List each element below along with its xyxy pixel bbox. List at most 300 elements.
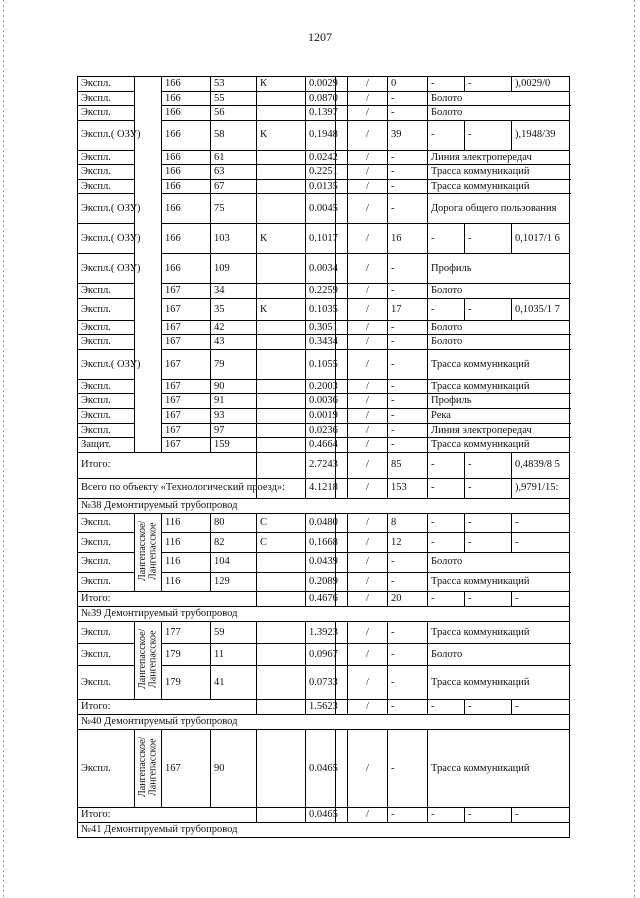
- empty-cell: [257, 700, 306, 715]
- count-cell: -: [388, 335, 428, 350]
- quarter-cell: 166: [162, 179, 211, 194]
- count-cell: -: [388, 666, 428, 700]
- total-row: [78, 478, 570, 498]
- note2-cell: -: [465, 533, 512, 553]
- ratio-cell: 0,1017/1 6: [512, 224, 570, 254]
- use-type-cell: Экспл.: [78, 150, 135, 165]
- slash-cell: /: [348, 320, 388, 335]
- note-cell: -: [428, 808, 465, 823]
- category-cell: [257, 335, 306, 350]
- count-cell: -: [388, 409, 428, 424]
- slash-cell: /: [348, 91, 388, 106]
- area-cell: 2.7243: [306, 452, 336, 478]
- area-cell: 0.0480: [306, 513, 336, 533]
- count-cell: -: [388, 179, 428, 194]
- count-cell: 12: [388, 533, 428, 553]
- quarter-cell: 166: [162, 194, 211, 224]
- note-cell: -: [428, 513, 465, 533]
- area-cell: 0.0029: [306, 77, 336, 92]
- note-cell: Болото: [428, 335, 570, 350]
- quarter-cell: 167: [162, 298, 211, 320]
- note-cell: Болото: [428, 644, 570, 666]
- use-type-cell: Экспл.: [78, 423, 135, 438]
- parcel-cell: 67: [211, 179, 257, 194]
- ratio-cell: -: [512, 592, 570, 607]
- use-type-cell: Экспл.: [78, 284, 135, 299]
- note-cell: Болото: [428, 91, 570, 106]
- area-cell: 0.4676: [306, 592, 336, 607]
- count-cell: -: [388, 194, 428, 224]
- slash-cell: /: [348, 808, 388, 823]
- ratio-cell: 0,4839/8 5: [512, 452, 570, 478]
- table-body: [78, 77, 570, 838]
- quarter-cell: 166: [162, 150, 211, 165]
- note2-cell: -: [465, 224, 512, 254]
- category-cell: К: [257, 298, 306, 320]
- scan-edge-left: [3, 0, 4, 898]
- area-cell: 0.0439: [306, 552, 336, 572]
- note-cell: Трасса коммуникаций: [428, 666, 570, 700]
- category-cell: [257, 150, 306, 165]
- slash-cell: /: [348, 729, 388, 808]
- category-cell: С: [257, 533, 306, 553]
- count-cell: 0: [388, 77, 428, 92]
- area-cell: 0.3051: [306, 320, 336, 335]
- category-cell: [257, 179, 306, 194]
- note-cell: Болото: [428, 106, 570, 121]
- category-cell: К: [257, 77, 306, 92]
- quarter-cell: 167: [162, 438, 211, 453]
- slash-cell: /: [348, 438, 388, 453]
- parcel-cell: 61: [211, 150, 257, 165]
- area-cell: 0.2259: [306, 284, 336, 299]
- parcel-cell: 129: [211, 572, 257, 592]
- note-cell: -: [428, 700, 465, 715]
- parcel-cell: 63: [211, 165, 257, 180]
- slash-cell: /: [348, 592, 388, 607]
- area-cell: 0.0236: [306, 423, 336, 438]
- quarter-cell: 116: [162, 533, 211, 553]
- ratio-cell: 0,1035/1 7: [512, 298, 570, 320]
- category-cell: С: [257, 513, 306, 533]
- region-vertical-cell: [135, 621, 162, 700]
- ratio-cell: ),1948/39: [512, 120, 570, 150]
- slash-cell: /: [348, 120, 388, 150]
- note-cell: -: [428, 452, 465, 478]
- ratio-cell: ),0029/0: [512, 77, 570, 92]
- ratio-cell: ),9791/15:: [512, 478, 570, 498]
- count-cell: -: [388, 621, 428, 643]
- slash-cell: /: [348, 165, 388, 180]
- use-type-cell: Защит.: [78, 438, 135, 453]
- count-cell: -: [388, 700, 428, 715]
- slash-cell: /: [348, 349, 388, 379]
- use-type-cell: Экспл.: [78, 77, 135, 92]
- slash-cell: /: [348, 552, 388, 572]
- slash-cell: /: [348, 284, 388, 299]
- slash-cell: /: [348, 394, 388, 409]
- use-type-cell: Экспл.: [78, 379, 135, 394]
- slash-cell: /: [348, 77, 388, 92]
- use-type-cell: Экспл.: [78, 91, 135, 106]
- use-type-cell: Экспл.: [78, 320, 135, 335]
- quarter-cell: 167: [162, 284, 211, 299]
- quarter-cell: 167: [162, 394, 211, 409]
- quarter-cell: 166: [162, 224, 211, 254]
- category-cell: К: [257, 224, 306, 254]
- table-row: [78, 729, 570, 808]
- note-cell: Болото: [428, 552, 570, 572]
- region-vertical-label: Лангепасское/ Лангепасское: [137, 520, 159, 581]
- use-type-cell: Экспл.( ОЗУ): [78, 194, 135, 224]
- note-cell: Трасса коммуникаций: [428, 729, 570, 808]
- category-cell: [257, 194, 306, 224]
- slash-cell: /: [348, 150, 388, 165]
- use-type-cell: Экспл.( ОЗУ): [78, 254, 135, 284]
- count-cell: -: [388, 320, 428, 335]
- parcel-cell: 104: [211, 552, 257, 572]
- quarter-cell: 166: [162, 254, 211, 284]
- area-cell: 0.0135: [306, 179, 336, 194]
- category-cell: [257, 621, 306, 643]
- table-row: [78, 513, 570, 533]
- use-type-cell: Экспл.( ОЗУ): [78, 224, 135, 254]
- count-cell: -: [388, 284, 428, 299]
- area-cell: 0.0045: [306, 194, 336, 224]
- area-cell: 0.1017: [306, 224, 336, 254]
- note-cell: Линия электропередач: [428, 150, 570, 165]
- note-cell: Трасса коммуникаций: [428, 572, 570, 592]
- parcel-cell: 80: [211, 513, 257, 533]
- note-cell: -: [428, 120, 465, 150]
- note-cell: Профиль: [428, 394, 570, 409]
- section-title-row: [78, 606, 570, 621]
- note-cell: -: [428, 298, 465, 320]
- total-label: Итого:: [78, 808, 257, 823]
- empty-cell: [257, 808, 306, 823]
- slash-cell: /: [348, 179, 388, 194]
- category-cell: [257, 552, 306, 572]
- empty-cell: [257, 592, 306, 607]
- count-cell: -: [388, 552, 428, 572]
- area-cell: 0.2251: [306, 165, 336, 180]
- note-cell: Профиль: [428, 254, 570, 284]
- slash-cell: /: [348, 666, 388, 700]
- count-cell: -: [388, 106, 428, 121]
- note-cell: Трасса коммуникаций: [428, 438, 570, 453]
- count-cell: -: [388, 438, 428, 453]
- parcel-cell: 93: [211, 409, 257, 424]
- parcel-cell: 90: [211, 729, 257, 808]
- parcel-cell: 35: [211, 298, 257, 320]
- note-cell: Трасса коммуникаций: [428, 349, 570, 379]
- parcel-cell: 82: [211, 533, 257, 553]
- slash-cell: /: [348, 194, 388, 224]
- slash-cell: /: [348, 409, 388, 424]
- note2-cell: -: [465, 808, 512, 823]
- category-cell: [257, 379, 306, 394]
- slash-cell: /: [348, 298, 388, 320]
- area-cell: 0.1948: [306, 120, 336, 150]
- section-title: №41 Демонтируемый трубопровод: [78, 822, 570, 837]
- area-cell: 0.2003: [306, 379, 336, 394]
- table-row: [78, 621, 570, 643]
- quarter-cell: 179: [162, 666, 211, 700]
- parcel-cell: 91: [211, 394, 257, 409]
- ratio-cell: -: [512, 513, 570, 533]
- note2-cell: -: [465, 77, 512, 92]
- parcel-cell: 34: [211, 284, 257, 299]
- area-cell: 0.3434: [306, 335, 336, 350]
- note2-cell: -: [465, 592, 512, 607]
- quarter-cell: 167: [162, 409, 211, 424]
- category-cell: К: [257, 120, 306, 150]
- category-cell: [257, 91, 306, 106]
- category-cell: [257, 349, 306, 379]
- parcel-cell: 103: [211, 224, 257, 254]
- area-cell: 0.1055: [306, 349, 336, 379]
- parcel-cell: 53: [211, 77, 257, 92]
- parcel-cell: 56: [211, 106, 257, 121]
- region-vertical-cell: [135, 513, 162, 592]
- ratio-cell: -: [512, 700, 570, 715]
- use-type-cell: Экспл.( ОЗУ): [78, 349, 135, 379]
- count-cell: 39: [388, 120, 428, 150]
- area-cell: 0.4664: [306, 438, 336, 453]
- parcel-cell: 42: [211, 320, 257, 335]
- note-cell: Трасса коммуникаций: [428, 165, 570, 180]
- slash-cell: /: [348, 621, 388, 643]
- use-type-cell: Экспл.: [78, 409, 135, 424]
- note2-cell: -: [465, 298, 512, 320]
- area-cell: 0.0034: [306, 254, 336, 284]
- use-type-cell: Экспл.: [78, 513, 135, 533]
- quarter-cell: 166: [162, 91, 211, 106]
- note2-cell: -: [465, 478, 512, 498]
- area-cell: 0.2089: [306, 572, 336, 592]
- total-row: [78, 592, 570, 607]
- slash-cell: /: [348, 478, 388, 498]
- section-title: №38 Демонтируемый трубопровод: [78, 498, 570, 513]
- category-cell: [257, 666, 306, 700]
- quarter-cell: 116: [162, 513, 211, 533]
- total-label: Итого:: [78, 452, 257, 478]
- note-cell: -: [428, 592, 465, 607]
- category-cell: [257, 438, 306, 453]
- parcel-cell: 43: [211, 335, 257, 350]
- area-cell: 0.0733: [306, 666, 336, 700]
- parcel-cell: 97: [211, 423, 257, 438]
- table-row: [78, 77, 570, 92]
- slash-cell: /: [348, 423, 388, 438]
- category-cell: [257, 284, 306, 299]
- note-cell: Болото: [428, 284, 570, 299]
- parcel-cell: 59: [211, 621, 257, 643]
- parcel-cell: 55: [211, 91, 257, 106]
- parcel-cell: 79: [211, 349, 257, 379]
- note2-cell: -: [465, 120, 512, 150]
- slash-cell: /: [348, 533, 388, 553]
- use-type-cell: Экспл.: [78, 106, 135, 121]
- total-label: Итого:: [78, 700, 257, 715]
- use-type-cell: Экспл.: [78, 621, 135, 643]
- use-type-cell: Экспл.: [78, 552, 135, 572]
- note-cell: -: [428, 533, 465, 553]
- use-type-cell: Экспл.: [78, 298, 135, 320]
- category-cell: [257, 320, 306, 335]
- note-cell: -: [428, 77, 465, 92]
- count-cell: -: [388, 349, 428, 379]
- category-cell: [257, 729, 306, 808]
- section-title-row: [78, 714, 570, 729]
- scan-edge-right: [634, 0, 635, 898]
- note-cell: -: [428, 478, 465, 498]
- page-number: 1207: [308, 30, 332, 44]
- parcel-cell: 58: [211, 120, 257, 150]
- quarter-cell: 179: [162, 644, 211, 666]
- count-cell: 20: [388, 592, 428, 607]
- slash-cell: /: [348, 452, 388, 478]
- parcel-cell: 109: [211, 254, 257, 284]
- section-title-row: [78, 498, 570, 513]
- slash-cell: /: [348, 335, 388, 350]
- total-label: Всего по объекту «Технологический проезд»:: [78, 478, 257, 498]
- quarter-cell: 177: [162, 621, 211, 643]
- count-cell: -: [388, 808, 428, 823]
- category-cell: [257, 409, 306, 424]
- total-label: Итого:: [78, 592, 257, 607]
- quarter-cell: 167: [162, 379, 211, 394]
- ratio-cell: -: [512, 533, 570, 553]
- category-cell: [257, 165, 306, 180]
- note-cell: Трасса коммуникаций: [428, 621, 570, 643]
- quarter-cell: 167: [162, 423, 211, 438]
- count-cell: -: [388, 379, 428, 394]
- category-cell: [257, 254, 306, 284]
- use-type-cell: Экспл.( ОЗУ): [78, 120, 135, 150]
- area-cell: 0.0242: [306, 150, 336, 165]
- count-cell: -: [388, 165, 428, 180]
- parcel-cell: 75: [211, 194, 257, 224]
- slash-cell: /: [348, 106, 388, 121]
- area-cell: 0.1668: [306, 533, 336, 553]
- section-title: №40 Демонтируемый трубопровод: [78, 714, 570, 729]
- count-cell: -: [388, 394, 428, 409]
- note2-cell: -: [465, 452, 512, 478]
- note2-cell: -: [465, 700, 512, 715]
- parcel-cell: 90: [211, 379, 257, 394]
- category-cell: [257, 572, 306, 592]
- count-cell: -: [388, 423, 428, 438]
- slash-cell: /: [348, 254, 388, 284]
- region-vertical-label: Лангепасское/ Лангепасское: [137, 736, 159, 798]
- count-cell: -: [388, 644, 428, 666]
- quarter-cell: 116: [162, 552, 211, 572]
- count-cell: -: [388, 91, 428, 106]
- parcel-cell: 159: [211, 438, 257, 453]
- quarter-cell: 167: [162, 335, 211, 350]
- quarter-cell: 167: [162, 729, 211, 808]
- area-cell: 0.1035: [306, 298, 336, 320]
- quarter-cell: 166: [162, 120, 211, 150]
- use-type-cell: Экспл.: [78, 644, 135, 666]
- region-vertical-cell: [135, 729, 162, 808]
- note-cell: -: [428, 224, 465, 254]
- land-plot-table: [77, 76, 570, 838]
- use-type-cell: Экспл.: [78, 165, 135, 180]
- empty-cell: [257, 452, 306, 478]
- category-cell: [257, 423, 306, 438]
- area-cell: 1.5623: [306, 700, 336, 715]
- use-type-cell: Экспл.: [78, 335, 135, 350]
- use-type-cell: Экспл.: [78, 179, 135, 194]
- area-cell: 4.1218: [306, 478, 336, 498]
- slash-cell: /: [348, 572, 388, 592]
- slash-cell: /: [348, 224, 388, 254]
- total-row: [78, 808, 570, 823]
- category-cell: [257, 106, 306, 121]
- count-cell: 17: [388, 298, 428, 320]
- slash-cell: /: [348, 644, 388, 666]
- use-type-cell: Экспл.: [78, 572, 135, 592]
- note-cell: Река: [428, 409, 570, 424]
- area-cell: 0.0967: [306, 644, 336, 666]
- count-cell: -: [388, 572, 428, 592]
- quarter-cell: 116: [162, 572, 211, 592]
- count-cell: 16: [388, 224, 428, 254]
- use-type-cell: Экспл.: [78, 394, 135, 409]
- parcel-cell: 11: [211, 644, 257, 666]
- total-row: [78, 452, 570, 478]
- count-cell: 85: [388, 452, 428, 478]
- use-type-cell: Экспл.: [78, 533, 135, 553]
- section-title-row: [78, 822, 570, 837]
- count-cell: -: [388, 254, 428, 284]
- slash-cell: /: [348, 700, 388, 715]
- count-cell: 153: [388, 478, 428, 498]
- use-type-cell: Экспл.: [78, 729, 135, 808]
- quarter-cell: 166: [162, 77, 211, 92]
- total-row: [78, 700, 570, 715]
- area-cell: 0.0036: [306, 394, 336, 409]
- use-type-cell: Экспл.: [78, 666, 135, 700]
- quarter-cell: 166: [162, 165, 211, 180]
- slash-cell: /: [348, 513, 388, 533]
- area-cell: 0.0870: [306, 91, 336, 106]
- note-cell: Болото: [428, 320, 570, 335]
- area-cell: 0.0019: [306, 409, 336, 424]
- region-vertical-label: Лангепасское/ Лангепасское: [137, 628, 159, 689]
- parcel-cell: 41: [211, 666, 257, 700]
- area-cell: 1.3923: [306, 621, 336, 643]
- note-cell: Трасса коммуникаций: [428, 179, 570, 194]
- slash-cell: /: [348, 379, 388, 394]
- note-cell: Дорога общего пользования: [428, 194, 570, 224]
- count-cell: -: [388, 729, 428, 808]
- area-cell: 0.0465: [306, 729, 336, 808]
- count-cell: -: [388, 150, 428, 165]
- count-cell: 8: [388, 513, 428, 533]
- category-cell: [257, 644, 306, 666]
- area-cell: 0.1397: [306, 106, 336, 121]
- note-cell: Трасса коммуникаций: [428, 379, 570, 394]
- ratio-cell: -: [512, 808, 570, 823]
- category-cell: [257, 394, 306, 409]
- quarter-cell: 167: [162, 320, 211, 335]
- note-cell: Линия электропередач: [428, 423, 570, 438]
- quarter-cell: 167: [162, 349, 211, 379]
- section-title: №39 Демонтируемый трубопровод: [78, 606, 570, 621]
